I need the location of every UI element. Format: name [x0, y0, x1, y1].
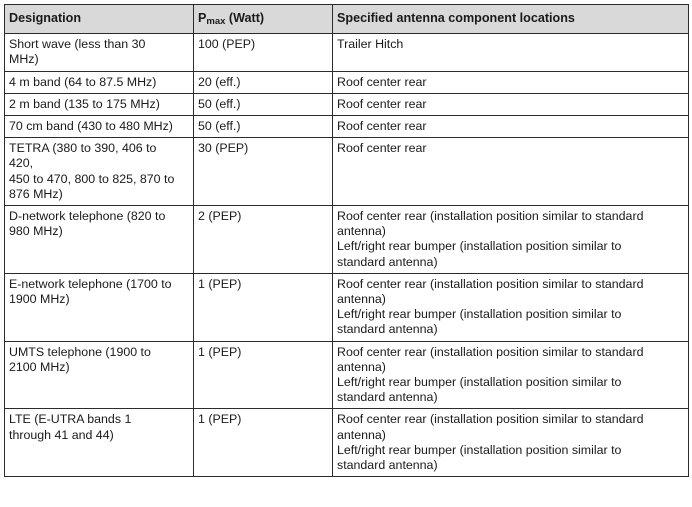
cell-designation: E-network telephone (1700 to 1900 MHz) [5, 273, 194, 341]
cell-location: Roof center rear (installation position similar to standard antenna) Left/right rear bumper (installation position similar to standard antenna) [333, 206, 689, 274]
header-pmax [194, 5, 333, 34]
cell-location: Roof center rear [333, 116, 689, 138]
table-row [5, 206, 689, 274]
cell-location: Roof center rear (installation position similar to standard antenna) Left/right rear bumper (installation position similar to standard antenna) [333, 273, 689, 341]
table-row [5, 341, 689, 409]
table-row [5, 409, 689, 477]
cell-pmax: 50 (eff.) [194, 93, 333, 115]
table-row [5, 273, 689, 341]
cell-location: Roof center rear [333, 138, 689, 206]
table-row [5, 116, 689, 138]
table-row [5, 71, 689, 93]
cell-pmax: 1 (PEP) [194, 341, 333, 409]
cell-pmax: 50 (eff.) [194, 116, 333, 138]
cell-pmax: 1 (PEP) [194, 273, 333, 341]
table-body [5, 34, 689, 477]
header-pmax-subscript: max [206, 16, 226, 27]
cell-pmax: 1 (PEP) [194, 409, 333, 477]
cell-pmax: 2 (PEP) [194, 206, 333, 274]
table-row [5, 34, 689, 71]
cell-location: Trailer Hitch [333, 34, 689, 71]
header-locations: Specified antenna component locations [333, 5, 689, 34]
cell-designation: 4 m band (64 to 87.5 MHz) [5, 71, 194, 93]
table-row [5, 93, 689, 115]
cell-designation: 70 cm band (430 to 480 MHz) [5, 116, 194, 138]
cell-location: Roof center rear [333, 93, 689, 115]
cell-designation: TETRA (380 to 390, 406 to 420, 450 to 470, 800 to 825, 870 to 876 MHz) [5, 138, 194, 206]
header-pmax-unit: (Watt) [225, 11, 265, 25]
cell-location: Roof center rear (installation position similar to standard antenna) Left/right rear bumper (installation position similar to standard antenna) [333, 409, 689, 477]
cell-designation: Short wave (less than 30 MHz) [5, 34, 194, 71]
header-designation: Designation [5, 5, 194, 34]
cell-designation: 2 m band (135 to 175 MHz) [5, 93, 194, 115]
table-row [5, 138, 689, 206]
header-pmax-symbol: P [198, 11, 207, 25]
cell-designation: UMTS telephone (1900 to 2100 MHz) [5, 341, 194, 409]
antenna-spec-table [4, 4, 689, 477]
cell-location: Roof center rear (installation position similar to standard antenna) Left/right rear bumper (installation position similar to standard antenna) [333, 341, 689, 409]
cell-location: Roof center rear [333, 71, 689, 93]
cell-designation: LTE (E-UTRA bands 1 through 41 and 44) [5, 409, 194, 477]
cell-pmax: 100 (PEP) [194, 34, 333, 71]
header-row [5, 5, 689, 34]
cell-designation: D-network telephone (820 to 980 MHz) [5, 206, 194, 274]
table-header [5, 5, 689, 34]
cell-pmax: 30 (PEP) [194, 138, 333, 206]
cell-pmax: 20 (eff.) [194, 71, 333, 93]
